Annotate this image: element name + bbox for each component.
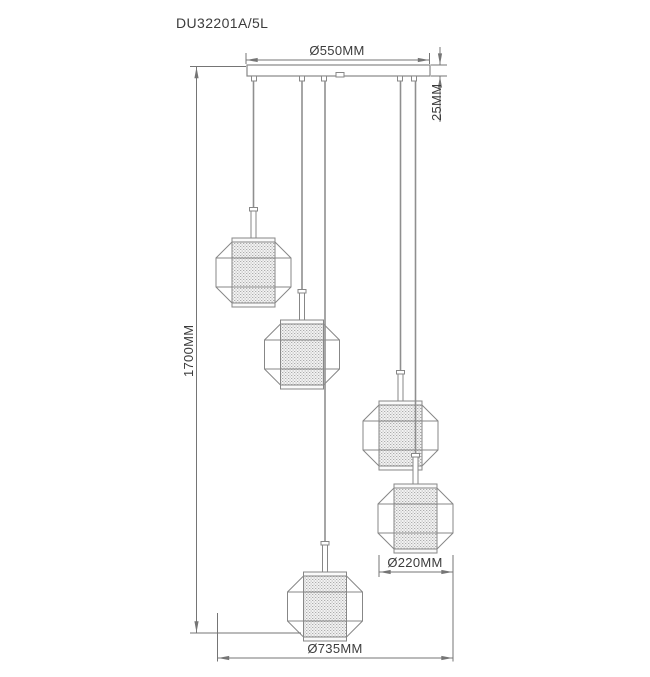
mesh-diffuser — [304, 572, 347, 641]
lamp-shade-1 — [216, 238, 291, 307]
lamp-stem-1 — [250, 208, 258, 239]
drum-top-rim — [304, 572, 347, 576]
stem-cap — [412, 454, 420, 458]
wire-connector — [322, 76, 327, 81]
mesh-diffuser — [232, 238, 275, 307]
stem-tube — [398, 371, 403, 401]
suspension-wires — [254, 81, 416, 542]
stem-cap — [397, 371, 405, 375]
drum-top-rim — [281, 320, 324, 324]
ceiling-canopy — [247, 65, 430, 81]
drum-top-rim — [232, 238, 275, 242]
dim-label-canopy-diameter: Ø550MM — [309, 43, 365, 58]
lamp-shade-3 — [363, 401, 438, 470]
canopy-mount-detail — [336, 73, 344, 78]
stem-cap — [298, 290, 306, 294]
lamp-stem-3 — [397, 371, 405, 402]
wire-connector — [398, 76, 403, 81]
wire-connector — [412, 76, 417, 81]
lamp-shade-2 — [265, 320, 340, 389]
drum-bottom-rim — [232, 303, 275, 307]
dim-label-cluster-spread: Ø735MM — [307, 641, 363, 656]
lamp-shade-5 — [288, 572, 363, 641]
drum-bottom-rim — [394, 549, 437, 553]
drum-bottom-rim — [281, 385, 324, 389]
wire-connector — [300, 76, 305, 81]
dim-label-overall-height: 1700MM — [181, 324, 196, 377]
lamp-stem-5 — [321, 542, 329, 573]
dim-label-canopy-height: 25MM — [429, 83, 444, 121]
stem-tube — [300, 290, 305, 320]
stem-cap — [250, 208, 258, 212]
lamp-stem-4 — [412, 454, 420, 485]
drum-top-rim — [394, 484, 437, 488]
stem-tube — [413, 454, 418, 484]
stem-tube — [323, 542, 328, 572]
dim-label-shade-diameter: Ø220MM — [387, 555, 443, 570]
stem-cap — [321, 542, 329, 546]
wire-connector — [252, 76, 257, 81]
lamp-shade-4 — [378, 484, 453, 553]
model-number: DU32201A/5L — [176, 15, 269, 31]
stem-tube — [251, 208, 256, 238]
lamp-stem-2 — [298, 290, 306, 321]
mesh-diffuser — [281, 320, 324, 389]
mesh-diffuser — [394, 484, 437, 553]
